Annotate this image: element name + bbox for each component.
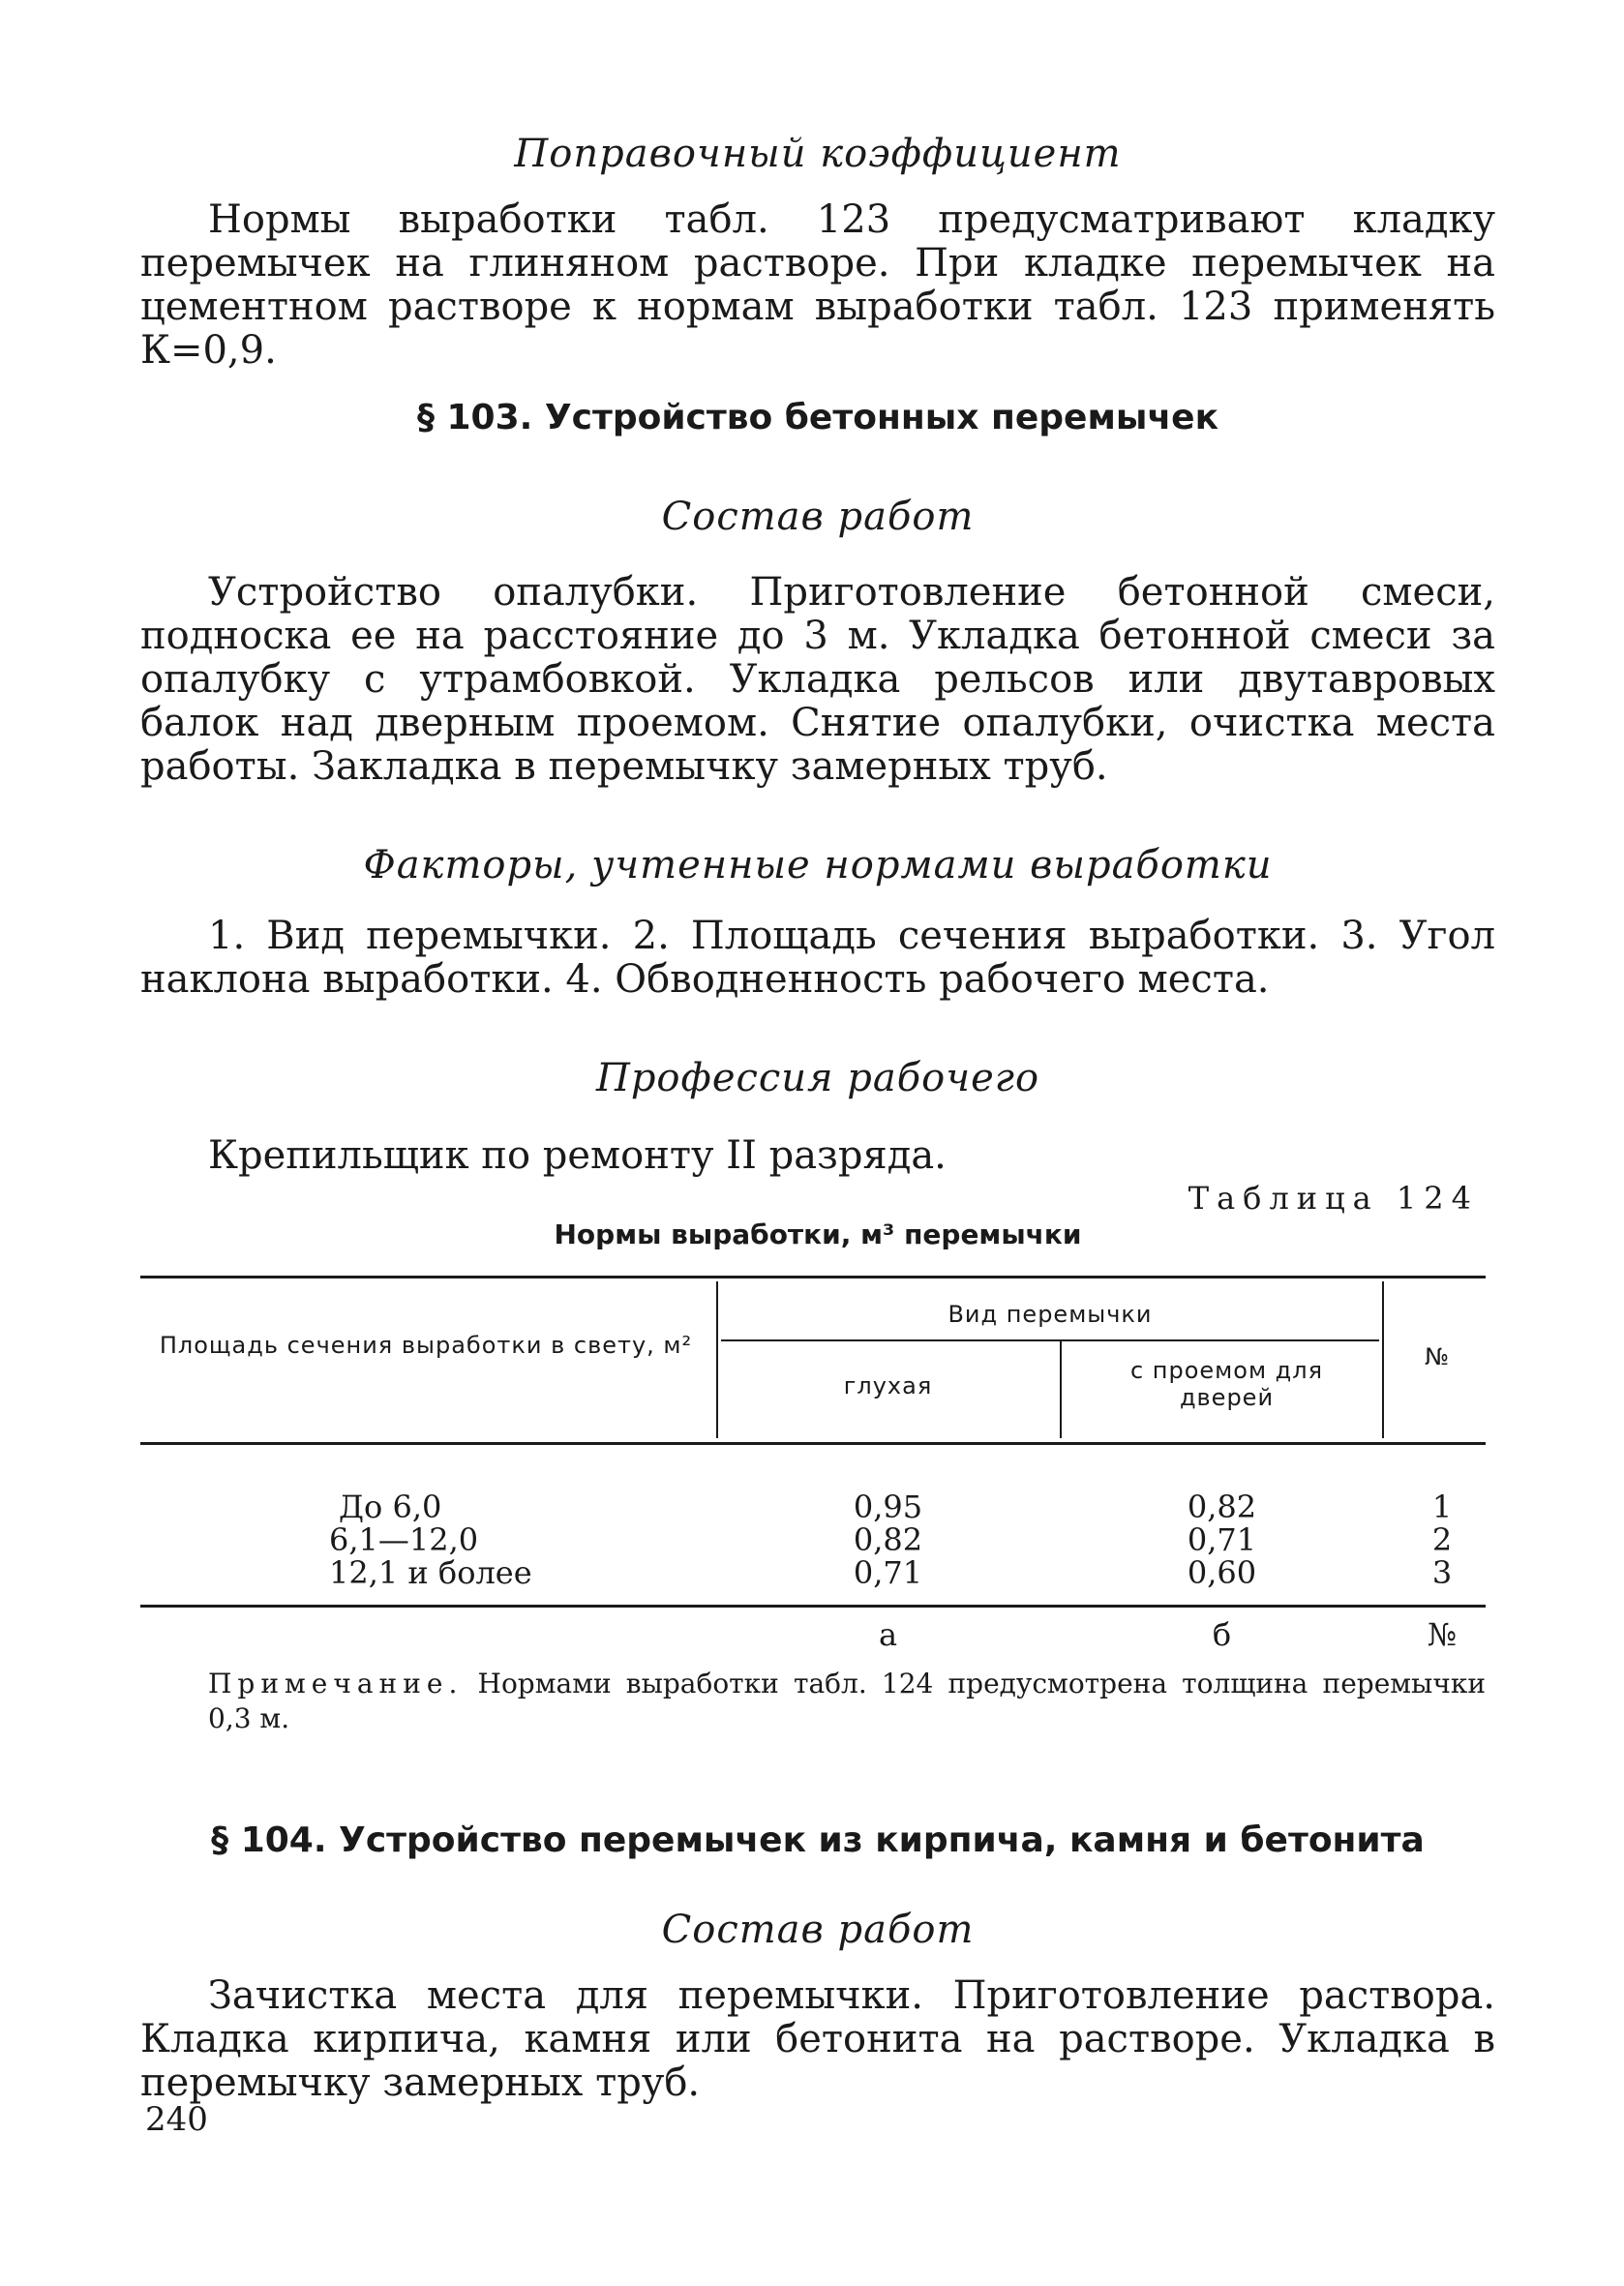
row-blind: 0,71 xyxy=(853,1554,923,1591)
section-104-title: § 104. Устройство перемычек из кирпича, камня и бетонита xyxy=(211,1820,1425,1860)
s103-work-paragraph: Устройство опалубки. Приготовление бетонной смеси, подноска ее на расстояние до 3 м. Укладка бетонной смеси за опалубку с утрамбовкой. Укладка рельсов или двутавровых балок над дверным проемом. Снятие опалубки, очистка места работы. Закладка в перемычку замерных труб. xyxy=(140,570,1495,789)
footer-col-num: № xyxy=(1427,1616,1458,1653)
note-label: Примечание. xyxy=(208,1668,464,1699)
row-door: 0,60 xyxy=(1187,1554,1257,1591)
s103-factors-paragraph: 1. Вид перемычки. 2. Площадь сечения выработки. 3. Угол наклона выработки. 4. Обводненность рабочего места. xyxy=(140,914,1495,1002)
section-103-title: § 103. Устройство бетонных перемычек xyxy=(416,398,1219,437)
table-note xyxy=(208,1667,1486,1736)
footer-col-b: б xyxy=(1212,1616,1232,1653)
s103-work-heading: Состав работ xyxy=(661,495,975,539)
header-blind: глухая xyxy=(843,1372,933,1399)
row-blind: 0,95 xyxy=(853,1489,923,1525)
s104-work-heading: Состав работ xyxy=(661,1908,975,1952)
note-text: Нормами выработки табл. 124 предусмотрена толщина перемычки 0,3 м. xyxy=(208,1668,1486,1734)
row-num: 1 xyxy=(1431,1489,1453,1525)
row-area: До 6,0 xyxy=(339,1489,442,1525)
table-vrule-1 xyxy=(716,1281,718,1438)
table-label: Таблица 124 xyxy=(1188,1180,1479,1217)
footer-col-a: а xyxy=(878,1616,898,1653)
row-num: 2 xyxy=(1431,1521,1453,1558)
table-vrule-2 xyxy=(1060,1341,1062,1438)
s103-profession-text: Крепильщик по ремонту II разряда. xyxy=(208,1133,947,1178)
table-bottom-rule xyxy=(140,1605,1486,1608)
table-group-rule xyxy=(721,1339,1379,1341)
header-area: Площадь сечения выработки в свету, м² xyxy=(159,1332,693,1359)
s103-profession-heading: Профессия рабочего xyxy=(595,1056,1040,1100)
row-area: 12,1 и более xyxy=(329,1554,532,1591)
s104-work-paragraph: Зачистка места для перемычки. Приготовление раствора. Кладка кирпича, камня или бетонита на растворе. Укладка в перемычку замерных труб. xyxy=(140,1973,1495,2105)
row-area: 6,1—12,0 xyxy=(329,1521,479,1558)
row-door: 0,71 xyxy=(1187,1521,1257,1558)
correction-paragraph: Нормы выработки табл. 123 предусматривают кладку перемычек на глиняном растворе. При кладке перемычек на цементном растворе к нормам выработки табл. 123 применять К=0,9. xyxy=(140,197,1495,373)
row-door: 0,82 xyxy=(1187,1489,1257,1525)
header-num: № xyxy=(1425,1343,1450,1370)
header-group: Вид перемычки xyxy=(947,1301,1153,1328)
table-vrule-3 xyxy=(1382,1281,1384,1438)
s103-factors-heading: Факторы, учтенные нормами выработки xyxy=(363,843,1273,887)
row-blind: 0,82 xyxy=(853,1521,923,1558)
correction-heading: Поправочный коэффициент xyxy=(514,132,1122,176)
header-door: с проемом для дверей xyxy=(1129,1357,1324,1411)
table-caption: Нормы выработки, м³ перемычки xyxy=(554,1218,1082,1250)
norms-table xyxy=(140,1276,1486,1626)
row-num: 3 xyxy=(1431,1554,1453,1591)
table-header-rule xyxy=(140,1442,1486,1445)
table-top-rule xyxy=(140,1276,1486,1278)
page-number: 240 xyxy=(145,2100,208,2139)
